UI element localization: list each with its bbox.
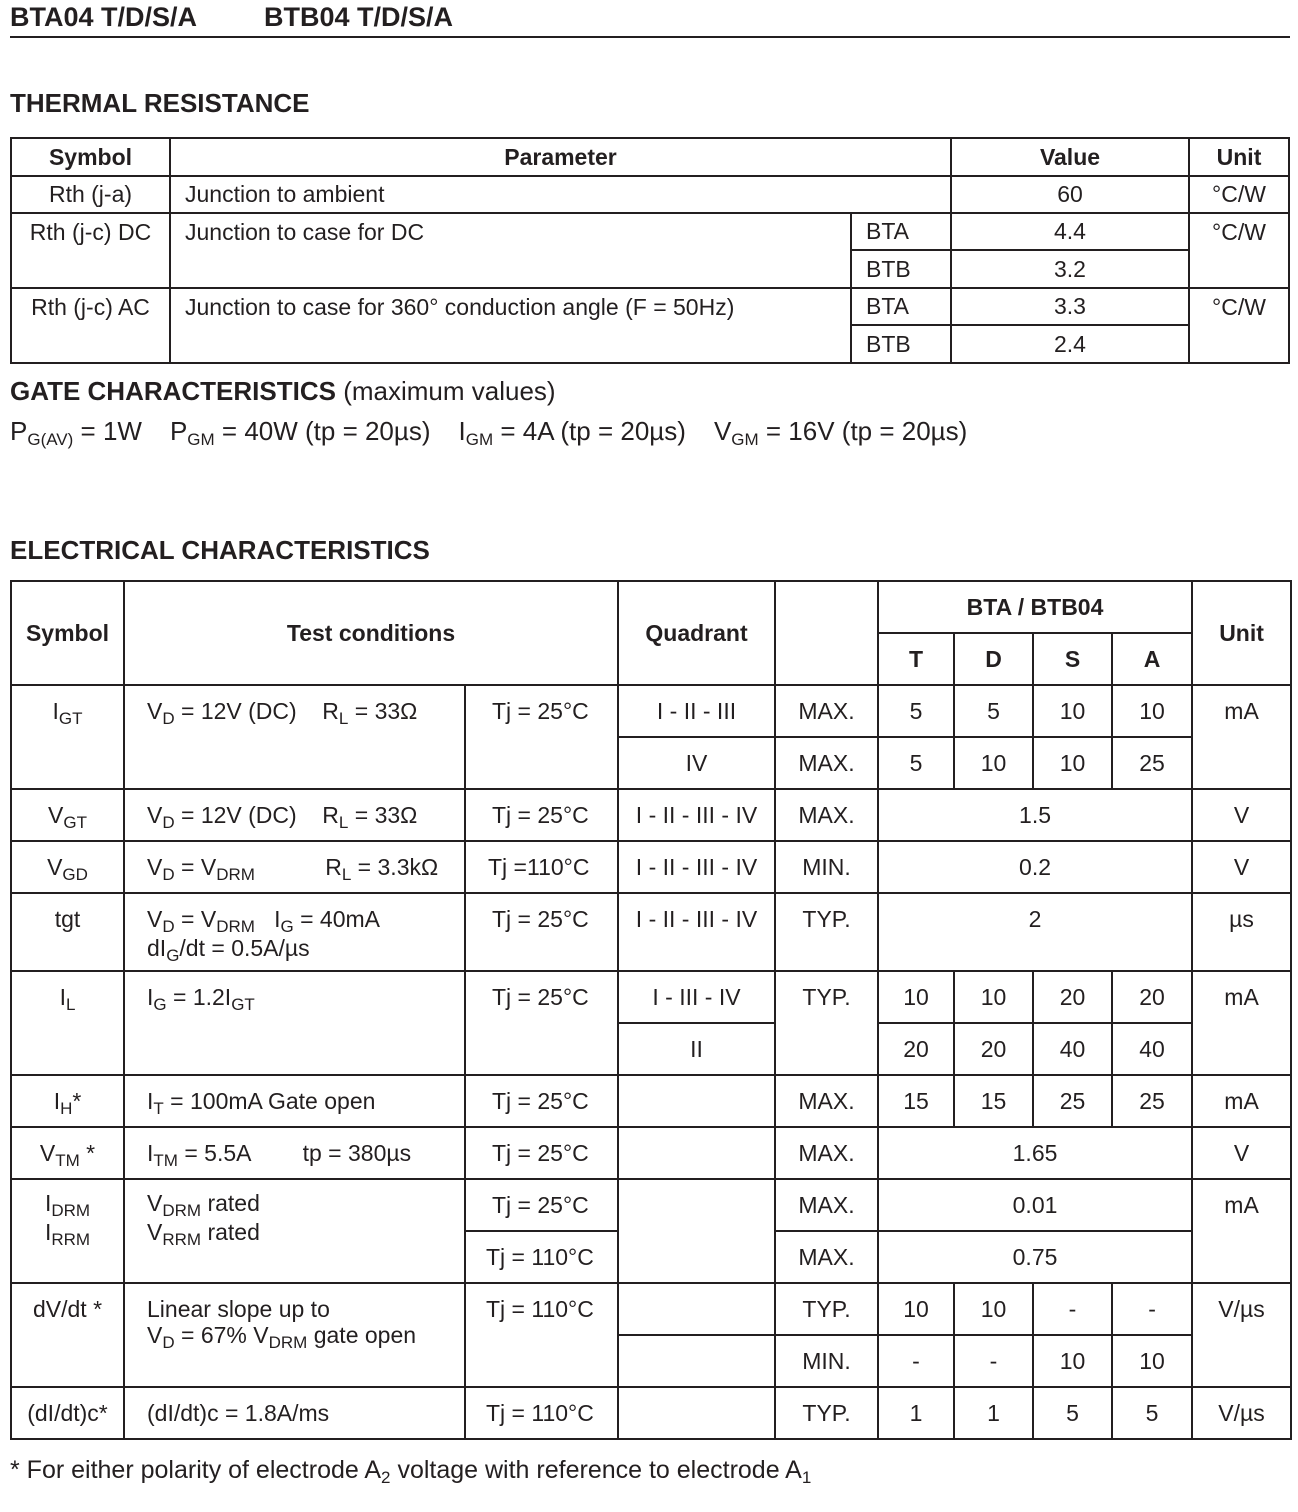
value-a: - [1112,1283,1192,1335]
unit-cell: mA [1192,1075,1291,1127]
unit-cell: mA [1192,1179,1291,1283]
header-s: S [1033,633,1112,685]
quadrant-cell [618,1283,775,1335]
header-d: D [954,633,1033,685]
value-d: 10 [954,971,1033,1023]
table-row [11,971,1291,1023]
value-d: 10 [954,1283,1033,1335]
unit-cell: °C/W [1189,213,1289,288]
quadrant-cell [618,1387,775,1439]
tj-cell: Tj = 25°C [465,1127,618,1179]
tj-cell: Tj = 25°C [465,971,618,1075]
limit-cell: MAX. [775,1231,878,1283]
value-d: 5 [954,685,1033,737]
parameter-cell: Junction to case for 360° conduction angle (F = 50Hz) [170,288,851,363]
unit-cell: V [1192,789,1291,841]
quadrant-cell [618,1075,775,1127]
value-d: - [954,1335,1033,1387]
header-a: A [1112,633,1192,685]
table-row [11,1283,1291,1335]
symbol-cell: $V_{TM}$ * [11,1127,124,1179]
value-a: 25 [1112,737,1192,789]
table-row [11,893,1291,971]
condition-cell: $V_D = 12V$ (DC) $R_L = 33\Omega$ [124,789,465,841]
quadrant-cell: I - II - III - IV [618,841,775,893]
limit-cell: TYP. [775,1387,878,1439]
symbol-cell: dV/dt * [11,1283,124,1387]
condition-cell: $V_{DRM}$ rated $V_{RRM}$ rated [124,1179,465,1283]
thermal-resistance-title: THERMAL RESISTANCE [10,88,310,118]
symbol-cell: tgt [11,893,124,971]
tj-cell: Tj = 25°C [465,1179,618,1231]
table-row [11,213,1289,250]
gate-values-line [10,416,995,447]
value-a: 20 [1112,971,1192,1023]
value-s: - [1033,1283,1112,1335]
value-t: 10 [878,971,954,1023]
limit-cell: MIN. [775,841,878,893]
unit-cell: mA [1192,971,1291,1075]
type-cell: BTB [851,325,951,363]
value-t: 15 [878,1075,954,1127]
tj-cell: Tj = 110°C [465,1283,618,1387]
quadrant-cell: IV [618,737,775,789]
value-t: 20 [878,1023,954,1075]
part-number-btb: BTB04 T/D/S/A [264,2,454,32]
header-unit: Unit [1192,581,1291,685]
document-header [10,2,1290,38]
table-row [11,176,1289,213]
gate-pgav: $P_{G(AV)} = 1W$ [10,416,142,449]
limit-cell: MAX. [775,1075,878,1127]
value-cell: 4.4 [951,213,1189,250]
symbol-cell: $I_H*$ [11,1075,124,1127]
value-a: 25 [1112,1075,1192,1127]
condition-cell: $I_T = 100mA$ Gate open [124,1075,465,1127]
value-s: 5 [1033,1387,1112,1439]
value-cell: 0.01 [878,1179,1192,1231]
value-d: 1 [954,1387,1033,1439]
value-t: 5 [878,737,954,789]
unit-cell: mA [1192,685,1291,789]
table-row [11,1127,1291,1179]
value-cell: 0.2 [878,841,1192,893]
value-cell: 60 [951,176,1189,213]
limit-cell: MAX. [775,737,878,789]
table-header-row [11,581,1291,633]
symbol-cell: $V_{GD}$ [11,841,124,893]
value-cell: 2.4 [951,325,1189,363]
value-cell: 0.75 [878,1231,1192,1283]
symbol-cell: $I_{DRM}$ $I_{RRM}$ [11,1179,124,1283]
gate-pgm: $P_{GM} = 40W$ (tp = 20µs) [169,416,431,449]
quadrant-cell: II [618,1023,775,1075]
symbol-cell: $I_L$ [11,971,124,1075]
value-t: 10 [878,1283,954,1335]
condition-cell: $I_G = 1.2I_{GT}$ [124,971,465,1075]
table-row [11,288,1289,325]
header-symbol: Symbol [11,581,124,685]
type-cell: BTA [851,213,951,250]
parameter-cell: Junction to case for DC [170,213,851,288]
gate-igm: $I_{GM} = 4A$ (tp = 20µs) [458,416,686,449]
gate-vgm: $V_{GM} = 16V$ (tp = 20µs) [713,416,968,449]
quadrant-cell [618,1127,775,1179]
value-a: 5 [1112,1387,1192,1439]
tj-cell: Tj =110°C [465,841,618,893]
symbol-cell: Rth (j-c) AC [11,288,170,363]
value-t: 5 [878,685,954,737]
value-cell: 3.2 [951,250,1189,288]
limit-cell: MAX. [775,789,878,841]
symbol-cell: (dI/dt)c* [11,1387,124,1439]
unit-cell: °C/W [1189,288,1289,363]
header-parameter: Parameter [170,138,951,176]
table-row [11,841,1291,893]
gate-characteristics-title: GATE CHARACTERISTICS [10,376,336,406]
value-d: 15 [954,1075,1033,1127]
electrical-characteristics-title: ELECTRICAL CHARACTERISTICS [10,535,430,565]
unit-cell: µs [1192,893,1291,971]
thermal-resistance-table [10,137,1290,364]
condition-cell: $I_{TM} = 5.5A$ tp = 380µs [124,1127,465,1179]
unit-cell: V/µs [1192,1387,1291,1439]
header-value: Value [951,138,1189,176]
quadrant-cell: I - II - III [618,685,775,737]
quadrant-cell: I - III - IV [618,971,775,1023]
value-s: 10 [1033,737,1112,789]
electrical-characteristics-table [10,580,1292,1440]
unit-cell: °C/W [1189,176,1289,213]
condition-cell: Linear slope up to $V_D = 67\%$ $V_{DRM}$ gate open [124,1283,465,1387]
tj-cell: Tj = 110°C [465,1231,618,1283]
quadrant-cell: I - II - III - IV [618,789,775,841]
tj-cell: Tj = 110°C [465,1387,618,1439]
table-row [11,1179,1291,1231]
table-row [11,789,1291,841]
part-number-bta: BTA04 T/D/S/A [10,2,198,32]
header-symbol: Symbol [11,138,170,176]
value-t: - [878,1335,954,1387]
symbol-cell: Rth (j-a) [11,176,170,213]
tj-cell: Tj = 25°C [465,1075,618,1127]
value-s: 20 [1033,971,1112,1023]
value-t: 1 [878,1387,954,1439]
gate-characteristics-subtitle: (maximum values) [343,376,556,406]
type-cell: BTB [851,250,951,288]
condition-cell: $V_D = V_{DRM}$ $R_L = 3.3k\Omega$ [124,841,465,893]
value-cell: 2 [878,893,1192,971]
value-a: 10 [1112,1335,1192,1387]
unit-cell: V [1192,1127,1291,1179]
value-cell: 1.5 [878,789,1192,841]
symbol-cell: $I_{GT}$ [11,685,124,789]
limit-cell: MAX. [775,1179,878,1231]
value-a: 10 [1112,685,1192,737]
unit-cell: V [1192,841,1291,893]
tj-cell: Tj = 25°C [465,789,618,841]
quadrant-cell: I - II - III - IV [618,893,775,971]
symbol-cell: Rth (j-c) DC [11,213,170,288]
condition-cell: (dI/dt)c = 1.8A/ms [124,1387,465,1439]
tj-cell: Tj = 25°C [465,685,618,789]
gate-characteristics-heading [10,376,556,407]
limit-cell: MIN. [775,1335,878,1387]
unit-cell: V/µs [1192,1283,1291,1387]
value-s: 10 [1033,685,1112,737]
limit-cell: TYP. [775,893,878,971]
value-cell: 3.3 [951,288,1189,325]
limit-cell: TYP. [775,1283,878,1335]
header-quadrant: Quadrant [618,581,775,685]
table-row [11,685,1291,737]
header-unit: Unit [1189,138,1289,176]
symbol-cell: $V_{GT}$ [11,789,124,841]
limit-cell: TYP. [775,971,878,1075]
table-row [11,1387,1291,1439]
header-t: T [878,633,954,685]
value-s: 25 [1033,1075,1112,1127]
limit-cell: MAX. [775,685,878,737]
value-d: 10 [954,737,1033,789]
quadrant-cell [618,1179,775,1283]
parameter-cell: Junction to ambient [170,176,951,213]
value-cell: 1.65 [878,1127,1192,1179]
header-test-conditions: Test conditions [124,581,618,685]
header-blank [775,581,878,685]
table-row [11,1075,1291,1127]
condition-cell: $V_D = V_{DRM}$ $I_G = 40mA$ $dI_G/dt = 0.5A/\mu s$ [124,893,465,971]
value-s: 10 [1033,1335,1112,1387]
type-cell: BTA [851,288,951,325]
value-s: 40 [1033,1023,1112,1075]
header-group: BTA / BTB04 [878,581,1192,633]
table-header-row [11,138,1289,176]
tj-cell: Tj = 25°C [465,893,618,971]
quadrant-cell [618,1335,775,1387]
footnote: * For either polarity of electrode $A_2$ voltage with reference to electrode $A_1$ [10,1456,812,1487]
value-a: 40 [1112,1023,1192,1075]
value-d: 20 [954,1023,1033,1075]
limit-cell: MAX. [775,1127,878,1179]
condition-cell: $V_D = 12V$ (DC) $R_L = 33\Omega$ [124,685,465,789]
